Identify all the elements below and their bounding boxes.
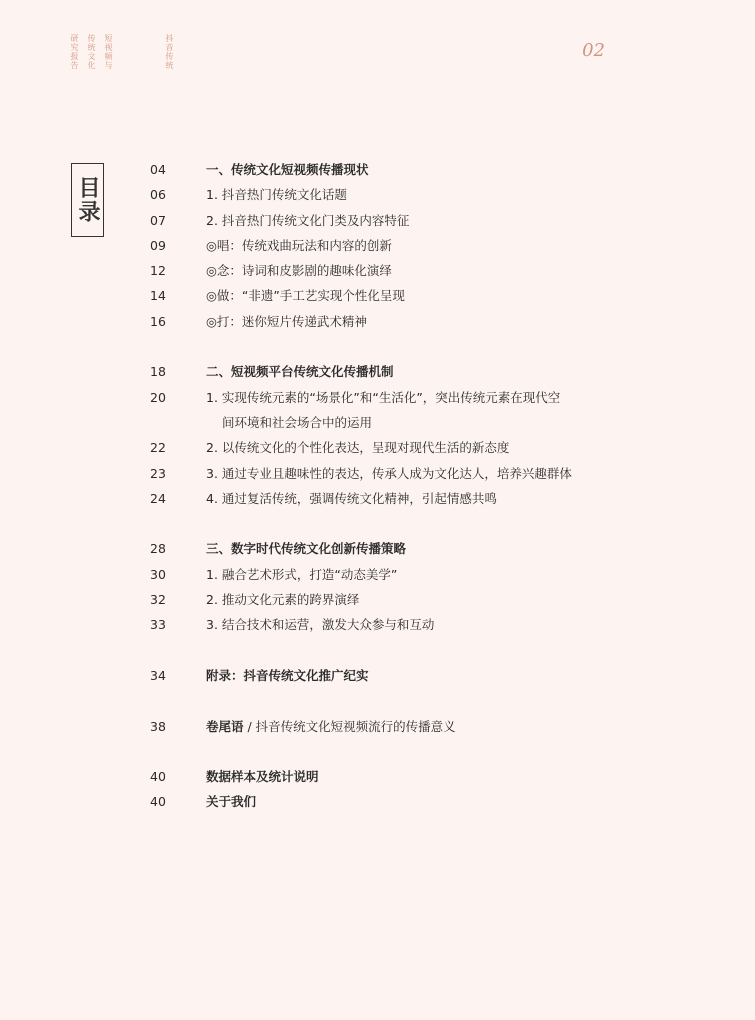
toc-page: 18 — [150, 364, 166, 380]
toc-page: 14 — [150, 288, 166, 304]
toc-page: 30 — [150, 566, 166, 582]
header-mark-col-4: 抖音传统 — [165, 34, 174, 70]
toc-title-wrap — [206, 714, 620, 739]
toc-page: 20 — [150, 389, 166, 405]
toc-entry-continuation: 间环境和社会场合中的运用 — [222, 414, 373, 430]
toc-title: ◎做：“非遗”手工艺实现个性化呈现 — [206, 288, 405, 304]
toc-entry[interactable] — [150, 283, 620, 308]
toc-page: 32 — [150, 592, 166, 608]
toc-page: 40 — [150, 794, 166, 810]
toc-page: 38 — [150, 718, 166, 734]
toc-page: 12 — [150, 263, 166, 279]
toc-entry[interactable] — [150, 208, 620, 233]
toc-label-box — [71, 163, 104, 237]
toc-title: 三、数字时代传统文化创新传播策略 — [206, 541, 407, 557]
toc-label: 目录 — [75, 176, 100, 224]
toc-entry[interactable] — [150, 587, 620, 612]
toc-page: 22 — [150, 440, 166, 456]
toc-title: 4. 通过复活传统，强调传统文化精神，引起情感共鸣 — [206, 490, 497, 506]
toc-title: 关于我们 — [206, 794, 257, 810]
toc-entry[interactable] — [150, 157, 620, 182]
page-number: 02 — [582, 40, 605, 61]
toc-title: 1. 实现传统元素的“场景化”和“生活化”，突出传统元素在现代空 — [206, 389, 561, 405]
toc-title: 附录：抖音传统文化推广纪实 — [206, 667, 369, 683]
toc-entry[interactable] — [150, 309, 620, 334]
header-marks — [70, 34, 174, 70]
toc-title: / 抖音传统文化短视频流行的传播意义 — [243, 718, 456, 734]
toc-title-bold: 卷尾语 — [206, 718, 244, 734]
toc-entry[interactable] — [150, 663, 620, 688]
toc-entry[interactable] — [150, 536, 620, 561]
toc-entry[interactable] — [150, 789, 620, 814]
toc-entry[interactable] — [150, 385, 620, 410]
toc-entry[interactable] — [150, 562, 620, 587]
toc-entry[interactable] — [150, 612, 620, 637]
toc-title: 2. 抖音热门传统文化门类及内容特征 — [206, 212, 410, 228]
toc-title: 1. 融合艺术形式，打造“动态美学” — [206, 566, 398, 582]
toc-entry[interactable] — [150, 486, 620, 511]
toc-title: 二、短视频平台传统文化传播机制 — [206, 364, 394, 380]
toc-page: 33 — [150, 617, 166, 633]
toc-title: 2. 推动文化元素的跨界演绎 — [206, 592, 360, 608]
toc-page: 06 — [150, 187, 166, 203]
toc-title: ◎念：诗词和皮影剧的趣味化演绎 — [206, 263, 392, 279]
toc-entry[interactable] — [150, 714, 620, 739]
toc-entry[interactable] — [150, 359, 620, 384]
toc-page: 40 — [150, 769, 166, 785]
table-of-contents — [150, 157, 620, 815]
toc-title: ◎唱：传统戏曲玩法和内容的创新 — [206, 237, 392, 253]
toc-title: 2. 以传统文化的个性化表达，呈现对现代生活的新态度 — [206, 440, 510, 456]
toc-page: 34 — [150, 667, 166, 683]
toc-page: 23 — [150, 465, 166, 481]
toc-entry[interactable] — [150, 461, 620, 486]
toc-entry[interactable] — [150, 258, 620, 283]
toc-title: 一、传统文化短视频传播现状 — [206, 162, 369, 177]
toc-entry[interactable] — [150, 233, 620, 258]
toc-page: 09 — [150, 237, 166, 253]
toc-entry[interactable] — [150, 435, 620, 460]
toc-title: 3. 结合技术和运营，激发大众参与和互动 — [206, 617, 435, 633]
header-mark-col-2: 传统文化 — [87, 34, 96, 70]
toc-page: 16 — [150, 313, 166, 329]
toc-page: 04 — [150, 162, 166, 177]
toc-title: 数据样本及统计说明 — [206, 769, 319, 785]
toc-page: 07 — [150, 212, 166, 228]
toc-page: 28 — [150, 541, 166, 557]
toc-entry[interactable] — [150, 764, 620, 789]
header-mark-col-1: 研究报告 — [70, 34, 79, 70]
toc-title: 3. 通过专业且趣味性的表达，传承人成为文化达人，培养兴趣群体 — [206, 465, 572, 481]
toc-title: ◎打：迷你短片传递武术精神 — [206, 313, 367, 329]
toc-title: 1. 抖音热门传统文化话题 — [206, 187, 347, 203]
toc-page: 24 — [150, 490, 166, 506]
toc-entry[interactable] — [150, 182, 620, 207]
header-mark-col-3: 短视频与 — [104, 34, 113, 70]
